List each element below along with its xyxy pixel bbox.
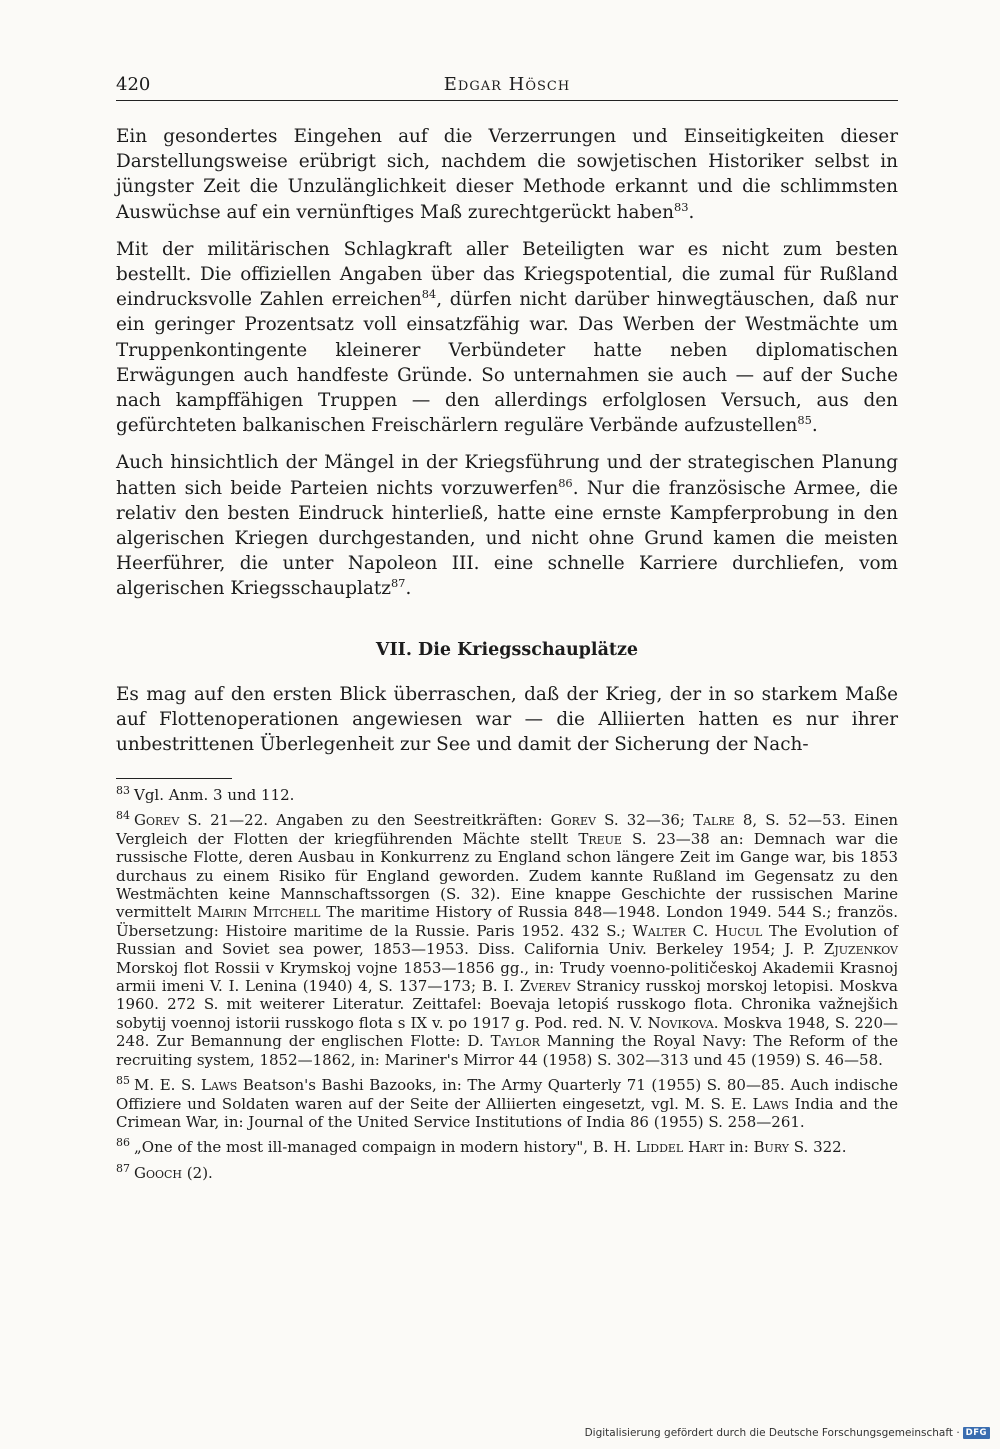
cited-author: Mairin Mitchell: [197, 903, 321, 922]
paragraph: [116, 682, 898, 758]
header-rule: [116, 100, 898, 101]
footnote-number: 83: [116, 784, 130, 797]
text-run: Vgl. Anm. 3 und 112.: [134, 786, 295, 804]
footnote-ref: 84: [421, 287, 437, 302]
text-run: (2).: [182, 1163, 213, 1182]
footnote-ref: 83: [673, 199, 689, 214]
cited-author: M. S. E. Laws: [684, 1094, 789, 1113]
cited-author: Novikova: [647, 1013, 714, 1032]
footnote-text: [134, 1138, 846, 1156]
text-run: , dürfen nicht darüber hinwegtäuschen, daß nur ein geringer Prozentsatz voll einsatzfähig war. Das Werben der Westmächte um Truppenkontingente kleinerer Verbündeter hatte neben diplomatischen Erwägungen auch handfeste Gründe. So unternahmen sie auch — auf der Suche nach kampffähigen Truppen — den allerdings erfolglosen Versuch, aus den gefürchteten balkanischen Freischärlern reguläre Verbände aufzustellen: [116, 289, 898, 437]
cited-author: J. P. Zjuzenkov: [784, 940, 898, 959]
main-text: [116, 124, 898, 769]
cited-author: Talre: [693, 811, 735, 830]
text-run: in:: [724, 1138, 754, 1157]
digitization-credit: [585, 1427, 990, 1439]
cited-author: B. H. Liddel Hart: [592, 1138, 725, 1157]
text-run: Es mag auf den ersten Blick überraschen, daß der Krieg, der in so starkem Maße auf Flottenoperationen angewiesen war — die Alliierten hatten es nur ihrer unbestrittenen Überlegenheit zur See und damit der Sicherung der Nach-: [116, 683, 898, 756]
text-run: . Nur die französische Armee, die relativ den besten Eindruck hinterließ, hatte eine ernste Kampferprobung in den algerischen Kriegen durchgestanden, und nicht ohne Grund kamen die meisten Heerführer, die unter Napoleon III. eine schnelle Karriere durchliefen, vom algerischen Kriegsschauplatz: [116, 477, 898, 600]
footnote: [116, 1138, 898, 1156]
text-run: Mit der militärischen Schlagkraft aller Beteiligten war es nicht zum besten bestellt. Die offiziellen Angaben über das Kriegspotential, die zumal für Rußland eindrucksvolle Zahlen erreichen: [116, 238, 898, 311]
footnote-number: 84: [116, 809, 130, 823]
footnote: [116, 811, 898, 1069]
text-run: „One of the most ill-managed compaign in modern history",: [134, 1138, 593, 1157]
dfg-logo: DFG: [963, 1427, 990, 1439]
text-run: .: [688, 201, 695, 223]
text-run: S. 21—22. Angaben zu den Seestreitkräften:: [179, 811, 551, 830]
cited-author: D. Taylor: [467, 1032, 540, 1051]
cited-author: Gooch: [134, 1163, 183, 1182]
footnote: [116, 786, 898, 804]
footnote-number: 85: [116, 1074, 130, 1088]
cited-author: Gorev: [550, 811, 596, 830]
running-head-author: Edgar Hösch: [443, 74, 571, 95]
paragraph: [116, 237, 898, 439]
text-run: The maritime History of Russia 848—1948. London 1949. 544 S.; französ. Übersetzung: Histoire maritime de la Russie. Paris 1952. 432 S.;: [116, 903, 898, 940]
text-run: Morskoj flot Rossii v Krymskoj vojne 1853—1856 gg., in: Trudy voenno-političeskoj Akademii Krasnoj armii imeni V. I. Lenina (1940) 4, S. 137—173;: [116, 958, 898, 996]
text-run: Beatson's Bashi Bazooks, in: The Army Quarterly 71 (1955) S. 80—85. Auch indische Offiziere und Soldaten waren auf der Seite der Alliierten eingesetzt, vgl.: [116, 1076, 898, 1113]
text-run: Ein gesondertes Eingehen auf die Verzerrungen und Einseitigkeiten dieser Darstellungsweise erübrigt sich, nachdem die sowjetischen Historiker selbst in jüngster Zeit die Unzulänglichkeit dieser Methode erkannt und die schlimmsten Auswüchse auf ein vernünftiges Maß zurechtgerückt haben: [116, 126, 898, 223]
footnote-number: 87: [116, 1161, 130, 1175]
footnote-text: [134, 786, 294, 804]
text-run: Auch hinsichtlich der Mängel in der Kriegsführung und der strategischen Planung hatten sich beide Parteien nichts vorzuwerfen: [116, 452, 898, 499]
footnote: [116, 1161, 898, 1182]
text-run: S. 32—36;: [595, 811, 694, 830]
footnote-ref: 86: [558, 475, 573, 490]
text-run: Stranicy russkoj morskoj letopisi. Moskva 1960. 272 S. mit weiterer Literatur. Zeittafel: Boevaja letopiś russkogo flota. Chronika važnejšich sobytij voennoj istorii russkogo flota s IX v. po 1917 g. Pod. red. N. V.: [116, 977, 898, 1032]
footnotes: [116, 786, 898, 1189]
footnote-ref: 85: [797, 413, 812, 428]
footnote-text: [134, 1164, 213, 1182]
text-run: India and the Crimean War, in: Journal of the United Service Institutions of India 86 (1955) S. 258—261.: [116, 1094, 898, 1131]
credit-text: Digitalisierung gefördert durch die Deutsche Forschungsgemeinschaft ·: [584, 1427, 960, 1439]
text-run: S. 23—38 an: Demnach war die russische Flotte, deren Ausbau in Konkurrenz zu England schon längere Zeit im Gange war, bis 1853 durchaus zu einem Risiko für England geworden. Zudem kannte Rußland im Gegensatz zu den Westmächten keine Mannschaftssorgen (S. 32). Eine knappe Geschichte der russischen Marine vermittelt: [116, 829, 898, 922]
text-run: The Evolution of Russian and Soviet sea power, 1853—1953. Diss. California Univ. Berkeley 1954;: [116, 921, 899, 959]
text-run: 8, S. 52—53. Einen Vergleich der Flotten der kriegführenden Mächte stellt: [116, 811, 898, 848]
cited-author: B. I. Zverev: [481, 977, 571, 996]
text-run: S. 322.: [789, 1138, 847, 1157]
cited-author: Treue: [578, 829, 622, 848]
footnote-text: [116, 811, 898, 1068]
text-run: Manning the Royal Navy: The Reform of the recruiting system, 1852—1862, in: Mariner's Mirror 44 (1958) S. 302—313 und 45 (1959) S. 46—58.: [116, 1032, 899, 1069]
paragraph: [116, 124, 898, 225]
text-run: . Moskva 1948, S. 220—248. Zur Bemannung der englischen Flotte:: [116, 1013, 898, 1051]
footnote: [116, 1076, 898, 1131]
cited-author: Gorev: [134, 811, 180, 830]
footnote-ref: 87: [390, 576, 406, 591]
running-header: [116, 74, 898, 102]
paragraph: [116, 450, 898, 601]
cited-author: Walter C. Hucul: [632, 921, 763, 940]
footnote-number: 86: [116, 1136, 130, 1150]
text-run: .: [811, 415, 818, 437]
footnote-rule: [116, 778, 232, 779]
footnote-text: [116, 1076, 898, 1131]
text-run: .: [405, 578, 412, 600]
page-number: 420: [116, 74, 151, 95]
cited-author: Bury: [753, 1138, 790, 1157]
cited-author: M. E. S. Laws: [134, 1076, 238, 1095]
section-heading: VII. Die Kriegsschauplätze: [375, 639, 639, 660]
